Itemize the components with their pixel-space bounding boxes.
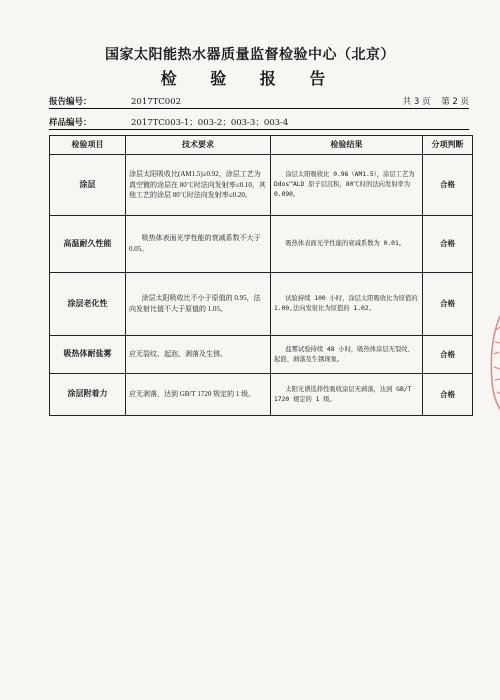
sample-rule [49, 129, 469, 130]
table-row [50, 273, 473, 336]
technical-requirement: 应无裂纹、起泡、剥落及生锈。 [126, 336, 271, 374]
page-indicator [395, 95, 469, 107]
report-number-label: 报告编号： [49, 97, 92, 107]
inspection-table [49, 135, 473, 416]
total-pages: 共 3 页 [402, 97, 431, 107]
document-title: 检 验 报 告 [160, 69, 340, 88]
column-header-result: 检验结果 [271, 136, 423, 155]
column-header-item: 检验项目 [50, 136, 126, 155]
table-row [50, 155, 473, 216]
inspection-result: 盐雾试验持续 48 小时，吸热体涂层无裂纹、起泡、剥落及生锈现象。 [271, 336, 423, 374]
table-row [50, 336, 473, 374]
verdict: 合格 [423, 374, 473, 416]
report-number-value: 2017TC002 [131, 97, 182, 107]
header-rule [49, 108, 469, 109]
inspection-item: 涂层老化性 [50, 273, 126, 336]
inspection-result: 试验持续 100 小时，涂层太阳吸收比为原值的 1.00,法向发射比为原值的 1.02。 [271, 273, 423, 336]
verdict: 合格 [423, 273, 473, 336]
column-header-verdict: 分项判断 [423, 136, 473, 155]
organization-title: 国家太阳能热水器质量监督检验中心（北京） [105, 47, 395, 63]
inspection-item: 涂层 [50, 155, 126, 216]
current-page: 第 2 页 [441, 97, 469, 107]
table-header-row [50, 136, 473, 155]
inspection-item: 吸热体耐盐雾 [50, 336, 126, 374]
technical-requirement: 吸热体表面光学性能的衰减系数不大于 0.05。 [126, 216, 271, 273]
verdict: 合格 [423, 155, 473, 216]
official-seal-icon [486, 312, 500, 412]
column-header-requirement: 技术要求 [126, 136, 271, 155]
sample-number-row [49, 116, 469, 128]
inspection-item: 涂层附着力 [50, 374, 126, 416]
table-row [50, 216, 473, 273]
inspection-item: 高温耐久性能 [50, 216, 126, 273]
technical-requirement: 涂层太阳吸收比(AM1.5)≥0.92，涂层工艺为真空镀的涂层在 80℃时法向发射率≤0.10，其他工艺的涂层 80℃时法向发射率≤0.20。 [126, 155, 271, 216]
sample-number-label: 样品编号： [49, 118, 92, 128]
technical-requirement: 应无剥落，达到 GB/T 1720 规定的 1 级。 [126, 374, 271, 416]
inspection-result: 吸热体表面光学性能的衰减系数为 0.01。 [271, 216, 423, 273]
verdict: 合格 [423, 216, 473, 273]
inspection-result: 太阳光谱选择性吸收涂层无剥落，达到 GB/T 1720 规定的 1 级。 [271, 374, 423, 416]
verdict: 合格 [423, 336, 473, 374]
sample-number-value: 2017TC003-1；003-2；003-3；003-4 [131, 118, 289, 128]
inspection-result: 涂层太阳吸收比 0.96（AM1.5），涂层工艺为 Ddos™ALD 原子层沉积，80℃时的法向发射率为 0.090。 [271, 155, 423, 216]
technical-requirement: 涂层太阳吸收比不小于原值的 0.95，法向发射比值不大于原值的 1.05。 [126, 273, 271, 336]
table-row [50, 374, 473, 416]
report-number-row [49, 95, 469, 107]
